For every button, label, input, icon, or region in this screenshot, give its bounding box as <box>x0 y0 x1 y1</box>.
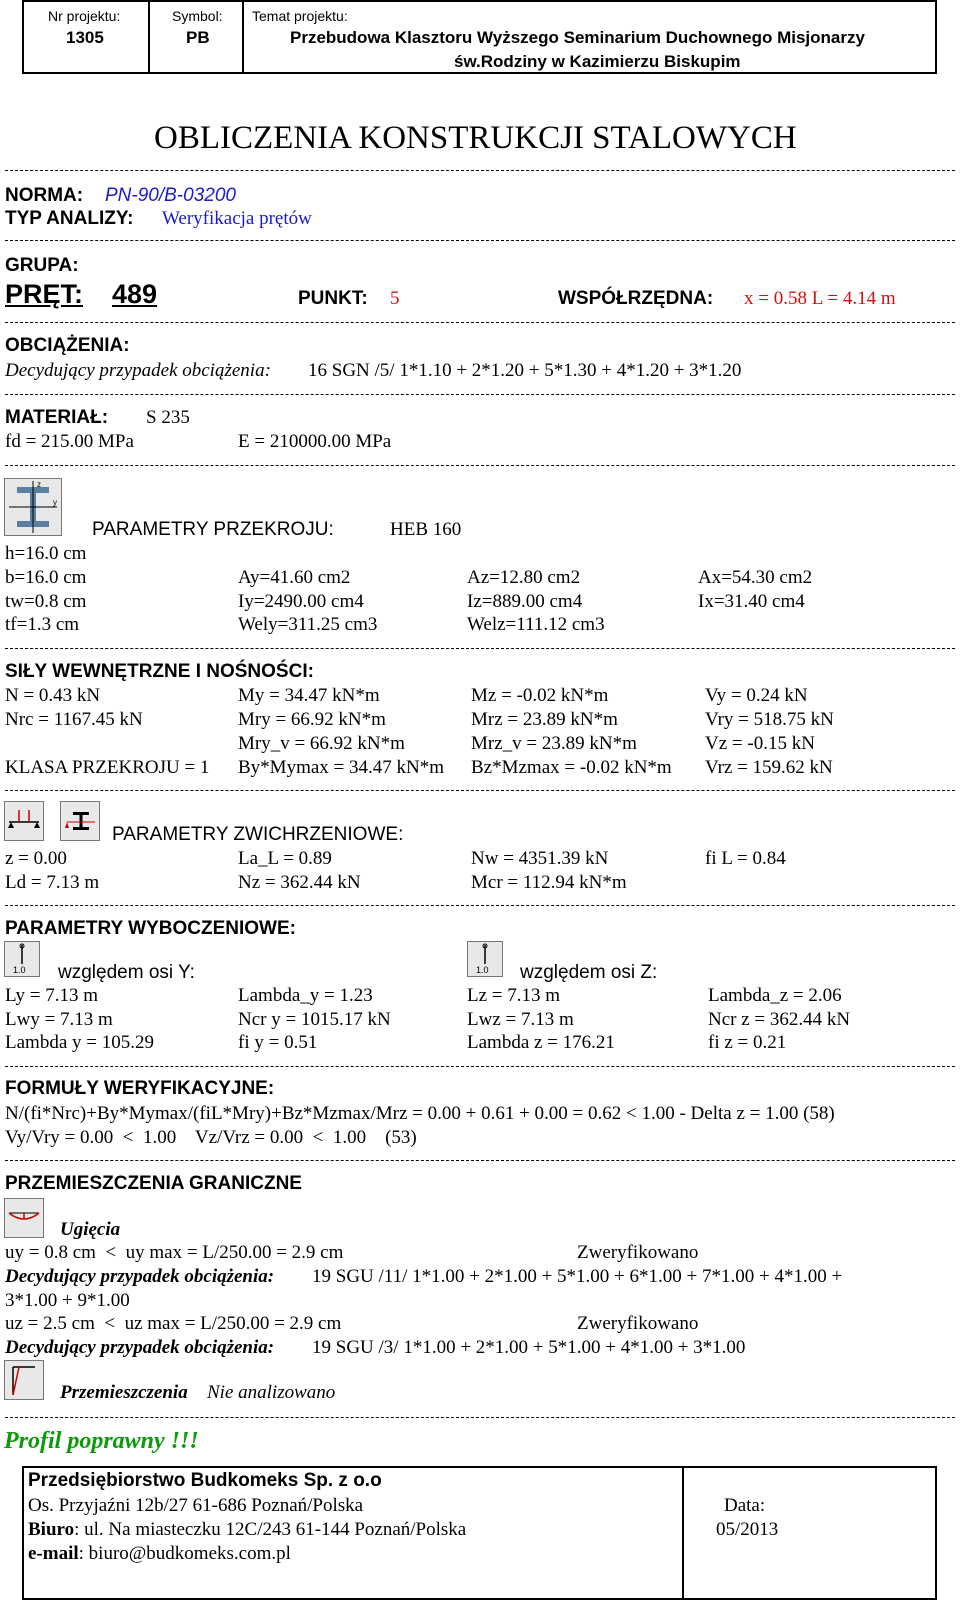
force-cell: Bz*Mzmax = -0.02 kN*m <box>471 757 672 778</box>
divider <box>5 465 955 466</box>
buckling-cell: Ncr z = 362.44 kN <box>708 1009 851 1030</box>
page-title: OBLICZENIA KONSTRUKCJI STALOWYCH <box>154 120 797 156</box>
formulas-label: FORMUŁY WERYFIKACYJNE: <box>5 1078 275 1099</box>
footer-company-box <box>22 1466 684 1600</box>
coordinate-value: x = 0.58 L = 4.14 m <box>744 288 896 309</box>
fd-value: fd = 215.00 MPa <box>5 431 134 452</box>
force-cell: Mry_v = 66.92 kN*m <box>238 733 405 754</box>
section-cell: Wely=311.25 cm3 <box>238 614 378 635</box>
buckling-length-y-icon <box>4 941 40 977</box>
buckling-length-z-icon <box>467 941 503 977</box>
force-cell: Mry = 66.92 kN*m <box>238 709 386 730</box>
material-label: MATERIAŁ: <box>5 407 109 428</box>
force-cell: Vz = -0.15 kN <box>705 733 815 754</box>
force-cell: Mrz = 23.89 kN*m <box>471 709 618 730</box>
uy-status: Zweryfikowano <box>577 1242 699 1263</box>
symbol-value: PB <box>186 28 210 47</box>
topic-line-2: św.Rodziny w Kazimierzu Biskupim <box>454 52 741 71</box>
ltb-cell: Ld = 7.13 m <box>5 872 100 893</box>
force-cell: Vry = 518.75 kN <box>705 709 834 730</box>
loads-case-value: 16 SGN /5/ 1*1.10 + 2*1.20 + 5*1.30 + 4*1.20 + 3*1.20 <box>308 360 742 381</box>
company-name: Przedsiębiorstwo Budkomeks Sp. z o.o <box>28 1470 382 1491</box>
office-label: Biuro <box>28 1519 75 1540</box>
section-cell: Az=12.80 cm2 <box>467 567 581 588</box>
symbol-label: Symbol: <box>172 8 223 24</box>
deflection-icon <box>4 1198 44 1238</box>
forces-label: SIŁY WEWNĘTRZNE I NOŚNOŚCI: <box>5 661 314 682</box>
divider <box>5 170 955 171</box>
force-cell: KLASA PRZEKROJU = 1 <box>5 757 210 778</box>
divider <box>5 790 955 791</box>
divider <box>5 1066 955 1067</box>
office-address: : ul. Na miasteczku 12C/243 61-144 Poznań/Polska <box>74 1519 467 1540</box>
result-text: Profil poprawny !!! <box>4 1428 199 1454</box>
header-topic-cell <box>242 0 937 74</box>
uz-case-value: 19 SGU /3/ 1*1.00 + 2*1.00 + 5*1.00 + 4*1.00 + 3*1.00 <box>312 1337 746 1358</box>
displacements-label: PRZEMIESZCZENIA GRANICZNE <box>5 1173 302 1194</box>
section-cell: Iz=889.00 cm4 <box>467 591 583 612</box>
section-cell: Ay=41.60 cm2 <box>238 567 351 588</box>
ltb-cell: Nz = 362.44 kN <box>238 872 361 893</box>
header-project-cell <box>22 0 150 74</box>
displacement-label: Przemieszczenia <box>60 1382 188 1403</box>
divider <box>5 1417 955 1418</box>
displacement-value: Nie analizowano <box>207 1382 336 1403</box>
norma-value: PN-90/B-03200 <box>105 185 236 206</box>
loads-case-label: Decydujący przypadek obciążenia: <box>5 360 271 381</box>
member-label: PRĘT: <box>5 279 84 309</box>
section-cell: Welz=111.12 cm3 <box>467 614 605 635</box>
coordinate-label: WSPÓŁRZĘDNA: <box>558 288 714 309</box>
i-beam-section-icon <box>4 478 62 536</box>
section-cell: tw=0.8 cm <box>5 591 87 612</box>
email-value[interactable]: : biuro@budkomeks.com.pl <box>78 1543 291 1564</box>
divider <box>5 1160 955 1161</box>
buckling-cell: Lwy = 7.13 m <box>5 1009 113 1030</box>
divider <box>5 905 955 906</box>
uz-check: uz = 2.5 cm < uz max = L/250.00 = 2.9 cm <box>5 1313 342 1334</box>
deflection-label: Ugięcia <box>60 1219 121 1240</box>
analysis-label: TYP ANALIZY: <box>5 208 134 229</box>
member-number: 489 <box>112 279 158 309</box>
analysis-value: Weryfikacja prętów <box>162 208 312 229</box>
ltb-cell: z = 0.00 <box>5 848 67 869</box>
topic-line-1: Przebudowa Klasztoru Wyższego Seminarium Duchownego Misjonarzy <box>290 28 865 47</box>
formula-line-2: Vy/Vry = 0.00 < 1.00 Vz/Vrz = 0.00 < 1.00 (53) <box>5 1127 417 1148</box>
lateral-torsional-icon <box>60 801 100 841</box>
e-modulus-value: E = 210000.00 MPa <box>238 431 392 452</box>
uy-case-continued: 3*1.00 + 9*1.00 <box>5 1290 130 1311</box>
force-cell: Mrz_v = 23.89 kN*m <box>471 733 637 754</box>
uz-case-label: Decydujący przypadek obciążenia: <box>5 1337 275 1358</box>
axis-y-label: względem osi Y: <box>58 962 195 983</box>
date-value: 05/2013 <box>716 1519 779 1540</box>
buckling-cell: Lwz = 7.13 m <box>467 1009 574 1030</box>
divider <box>5 322 955 323</box>
section-cell: tf=1.3 cm <box>5 614 80 635</box>
force-cell: Vrz = 159.62 kN <box>705 757 833 778</box>
buckling-factor-y: 1.0 <box>13 965 26 975</box>
divider <box>5 394 955 395</box>
buckling-cell: Lambda_y = 1.23 <box>238 985 373 1006</box>
email-label: e-mail <box>28 1543 79 1564</box>
ltb-cell: fi L = 0.84 <box>705 848 786 869</box>
force-cell: Vy = 0.24 kN <box>705 685 808 706</box>
point-value: 5 <box>390 288 400 309</box>
section-params-label: PARAMETRY PRZEKROJU: <box>92 519 334 540</box>
uy-case-label: Decydujący przypadek obciążenia: <box>5 1266 275 1287</box>
svg-text:y: y <box>53 498 57 507</box>
formula-line-1: N/(fi*Nrc)+By*Mymax/(fiL*Mry)+Bz*Mzmax/Mrz = 0.00 + 0.61 + 0.00 = 0.62 < 1.00 - Delta z = 1.00 (58) <box>5 1103 835 1124</box>
ltb-params-label: PARAMETRY ZWICHRZENIOWE: <box>112 824 404 845</box>
buckling-cell: fi z = 0.21 <box>708 1032 787 1053</box>
buckling-cell: fi y = 0.51 <box>238 1032 318 1053</box>
buckling-cell: Ncr y = 1015.17 kN <box>238 1009 391 1030</box>
uz-status: Zweryfikowano <box>577 1313 699 1334</box>
topic-label: Temat projektu: <box>252 8 348 24</box>
group-label: GRUPA: <box>5 255 79 276</box>
point-label: PUNKT: <box>298 288 368 309</box>
norma-label: NORMA: <box>5 185 84 206</box>
company-address: Os. Przyjaźni 12b/27 61-686 Poznań/Polska <box>28 1495 364 1516</box>
buckling-label: PARAMETRY WYBOCZENIOWE: <box>5 918 296 939</box>
ltb-cell: Mcr = 112.94 kN*m <box>471 872 627 893</box>
buckling-cell: Lambda z = 176.21 <box>467 1032 615 1053</box>
section-cell: Ax=54.30 cm2 <box>698 567 813 588</box>
force-cell: By*Mymax = 34.47 kN*m <box>238 757 444 778</box>
office-line <box>28 1519 466 1541</box>
email-line <box>28 1543 291 1565</box>
loads-label: OBCIĄŻENIA: <box>5 335 130 356</box>
section-cell: h=16.0 cm <box>5 543 87 564</box>
material-value: S 235 <box>146 407 190 428</box>
section-cell: Iy=2490.00 cm4 <box>238 591 364 612</box>
buckling-factor-z: 1.0 <box>476 965 489 975</box>
buckling-cell: Lambda y = 105.29 <box>5 1032 154 1053</box>
buckling-cell: Lambda_z = 2.06 <box>708 985 842 1006</box>
date-label: Data: <box>724 1495 766 1516</box>
header-symbol-cell <box>148 0 244 74</box>
footer-date-box <box>682 1466 937 1600</box>
project-number-label: Nr projektu: <box>48 8 121 24</box>
buckling-cell: Ly = 7.13 m <box>5 985 99 1006</box>
force-cell: Mz = -0.02 kN*m <box>471 685 609 706</box>
uy-check: uy = 0.8 cm < uy max = L/250.00 = 2.9 cm <box>5 1242 344 1263</box>
uy-case-value: 19 SGU /11/ 1*1.00 + 2*1.00 + 5*1.00 + 6*1.00 + 7*1.00 + 4*1.00 + <box>312 1266 843 1287</box>
divider <box>5 240 955 241</box>
buckling-cell: Lz = 7.13 m <box>467 985 561 1006</box>
beam-supports-icon <box>4 801 44 841</box>
project-number: 1305 <box>66 28 104 47</box>
displacement-icon <box>4 1360 44 1400</box>
force-cell: My = 34.47 kN*m <box>238 685 380 706</box>
section-cell: b=16.0 cm <box>5 567 87 588</box>
svg-text:z: z <box>37 480 41 489</box>
force-cell: Nrc = 1167.45 kN <box>5 709 143 730</box>
section-name: HEB 160 <box>390 519 462 540</box>
ltb-cell: La_L = 0.89 <box>238 848 332 869</box>
axis-z-label: względem osi Z: <box>520 962 658 983</box>
force-cell: N = 0.43 kN <box>5 685 101 706</box>
divider <box>5 648 955 649</box>
section-cell: Ix=31.40 cm4 <box>698 591 805 612</box>
ltb-cell: Nw = 4351.39 kN <box>471 848 609 869</box>
